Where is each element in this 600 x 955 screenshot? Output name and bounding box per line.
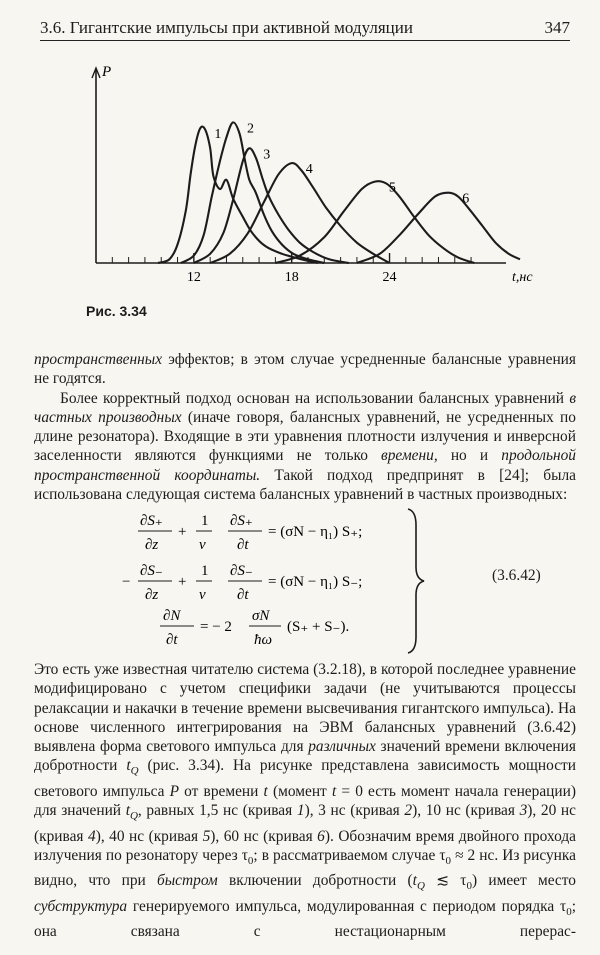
eq1-numerator-one: 1: [201, 513, 209, 529]
text-run: = 0 есть момент начала генерации) для значений: [34, 782, 576, 820]
text-run: 0: [247, 854, 254, 867]
curve-6: [357, 193, 520, 263]
text-run: 0: [466, 880, 472, 893]
curve-label-3: 3: [263, 147, 271, 163]
text-run: ), 20 нс (кривая: [34, 802, 576, 845]
eq1-numerator-dS: ∂S₊: [140, 513, 163, 529]
paragraph-3: [34, 660, 576, 941]
text-run: субструктура: [34, 897, 128, 915]
x-axis-label: t,нс: [512, 270, 533, 285]
equation-number: (3.6.42): [492, 567, 541, 584]
x-tick-label: 12: [186, 270, 201, 285]
eq3-denominator-dt: ∂t: [166, 632, 178, 648]
eq3-numerator-dN: ∂N: [163, 608, 181, 624]
text-run: 0: [566, 905, 572, 918]
text-run: t: [126, 757, 131, 775]
text-run: ; она связана с нестационарным перерас-: [34, 897, 576, 940]
body-text-top: [34, 350, 576, 504]
text-run: но и: [437, 447, 502, 465]
text-run: Это есть уже известная читателю система (3.2.18), в которой последнее уравнение модифицировано с учетом специфики задачи (не учитываются процессы релаксации и накачки в течение времени высвечивания гигантского импульса). На основе численного интегрирования на ЭВМ балансных уравнений (3.6.42) выявлена форма светового импульса для: [34, 661, 576, 756]
curve-2: [181, 122, 324, 263]
eq3-denominator-hbar-omega: ħω: [254, 632, 273, 648]
text-run: различных: [308, 738, 376, 756]
x-tick-label: 24: [382, 270, 397, 285]
eq2-leading-minus: −: [122, 574, 131, 590]
text-run: 2: [404, 802, 413, 820]
equation-3: [160, 608, 349, 648]
equation-2: [122, 563, 362, 603]
eq1-denominator-v: v: [199, 537, 206, 553]
curve-label-2: 2: [246, 121, 254, 137]
text-run: 5: [202, 827, 211, 845]
curve-label-1: 1: [214, 126, 222, 142]
text-run: Q: [130, 765, 139, 778]
eq1-plus: +: [178, 524, 187, 540]
text-run: пространственных: [34, 351, 163, 368]
text-run: быстром: [157, 872, 218, 890]
figure-3-34-chart: [0, 60, 600, 300]
eq2-plus: +: [178, 574, 187, 590]
eq2-numerator-one: 1: [201, 563, 209, 579]
text-run: времени,: [381, 447, 438, 465]
text-run: (момент: [267, 782, 332, 800]
eq2-rhs: = (σN − η₁) S₋;: [268, 574, 363, 590]
text-run: P: [169, 782, 180, 800]
curve-1: [158, 127, 318, 263]
text-run: значений времени включения добротности: [34, 738, 576, 775]
curve-4: [210, 163, 389, 263]
text-run: ), 60 нс (кривая: [210, 827, 318, 845]
curve-label-6: 6: [462, 191, 470, 207]
paragraph-1: [34, 350, 576, 389]
text-run: 1: [296, 802, 305, 820]
eq3-numerator-sigmaN: σN: [252, 608, 270, 624]
right-brace: [408, 509, 424, 653]
text-run: (иначе говоря, балансных уравнений, не усредненных по длине резонатора). Входящие в эти уравнения плотности излучения и инверсной заселенности являются функциями не только: [34, 408, 576, 465]
header-title: 3.6. Гигантские импульсы при активной модуляции: [40, 18, 413, 37]
eq1-numerator-dS-2: ∂S₊: [230, 513, 253, 529]
text-run: ≲ τ: [424, 872, 467, 890]
text-run: t: [412, 872, 417, 890]
x-tick-label: 18: [284, 270, 299, 285]
text-run: эффектов; в этом случае усредненные балансные уравнения не годятся.: [34, 351, 576, 388]
text-run: Q: [416, 880, 425, 893]
eq1-denominator-dz: ∂z: [145, 537, 159, 553]
text-run: от времени: [179, 782, 264, 800]
text-run: в частных производных: [34, 389, 576, 426]
running-header: [40, 16, 570, 41]
text-run: ), 10 нс (кривая: [412, 802, 520, 820]
text-run: продольной пространственной координаты.: [34, 447, 577, 484]
text-run: Более корректный подход основан на использовании балансных уравнений: [60, 389, 570, 407]
text-run: 0: [445, 854, 452, 867]
text-run: генерируемого импульса, модулированная с периодом порядка τ: [127, 897, 567, 915]
text-run: Такой подход предпринят в [24]; была использована следующая система балансных уравнений в частных производных:: [34, 466, 576, 504]
eq1-rhs: = (σN − η₁) S₊;: [268, 524, 363, 540]
eq3-rhs: (S₊ + S₋).: [287, 619, 350, 635]
eq2-denominator-v: v: [199, 587, 206, 603]
body-text-bottom: [34, 660, 576, 941]
text-run: (рис. 3.34). На рисунке представлена зависимость мощности светового импульса: [34, 757, 576, 800]
eq3-equals-minus-two: = − 2: [200, 619, 232, 635]
text-run: , равных 1,5 нс (кривая: [137, 802, 297, 820]
y-axis-label: P: [102, 64, 112, 80]
text-run: ), 3 нс (кривая: [304, 802, 405, 820]
eq2-numerator-dS-2: ∂S₋: [230, 563, 253, 579]
text-run: 6: [317, 827, 325, 845]
eq2-denominator-dz: ∂z: [145, 587, 159, 603]
text-run: 4: [88, 827, 96, 845]
text-run: ; в рассматриваемом случае τ: [253, 846, 446, 864]
text-run: ) имеет место: [471, 872, 576, 890]
text-run: Q: [129, 810, 138, 823]
text-run: ≈ 2 нс. Из рисунка видно, что при: [34, 846, 576, 890]
chart-axes: [92, 68, 506, 263]
curve-label-5: 5: [388, 180, 396, 196]
text-run: 3: [519, 802, 528, 820]
figure-caption: Рис. 3.34: [86, 303, 147, 319]
equation-1: [138, 513, 362, 553]
eq1-denominator-dt: ∂t: [237, 537, 249, 553]
paragraph-2: [34, 389, 576, 505]
text-run: t: [125, 802, 130, 820]
page-number: 347: [544, 18, 570, 37]
text-run: t: [263, 782, 268, 800]
text-run: ), 40 нс (кривая: [95, 827, 203, 845]
eq2-denominator-dt: ∂t: [237, 587, 249, 603]
text-run: ). Обозначим время двойного прохода излучения по резонатору через τ: [34, 827, 577, 864]
text-run: включении добротности (: [217, 872, 413, 890]
eq2-numerator-dS: ∂S₋: [140, 563, 163, 579]
curve-label-4: 4: [305, 162, 313, 178]
chart-labels: [101, 64, 533, 285]
text-run: t: [331, 782, 337, 800]
